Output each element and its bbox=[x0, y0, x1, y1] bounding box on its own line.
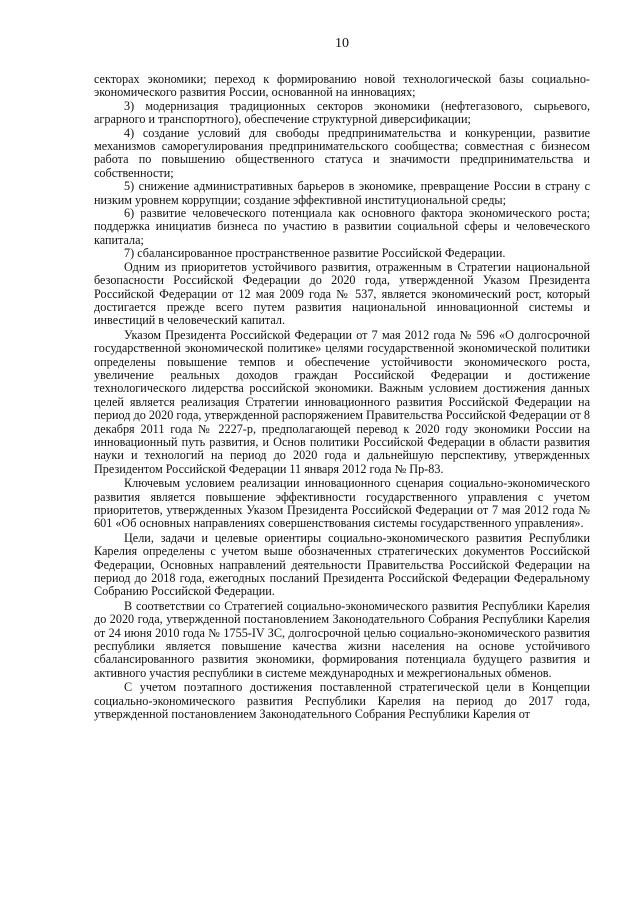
paragraph: 6) развитие человеческого потенциала как основного фактора экономического роста; поддержка инициатив бизнеса по участию в развитии социальной сферы и человеческого капитала; bbox=[94, 206, 590, 247]
paragraph: 3) модернизация традиционных секторов экономики (нефтегазового, сырьевого, аграрного и транспортного), обеспечение структурной диверсификации; bbox=[94, 98, 590, 127]
paragraph: С учетом поэтапного достижения поставленной стратегической цели в Концепции социально-экономического развития Республики Карелия на период до 2017 года, утвержденной постановлением Законодательного Собрания Республики Карелия от bbox=[94, 680, 590, 722]
paragraph: 5) снижение административных барьеров в экономике, превращение России в страну с низким уровнем коррупции; создание эффективной институциональной среды; bbox=[94, 179, 590, 207]
document-body bbox=[94, 73, 590, 722]
page-number: 10 bbox=[335, 36, 349, 51]
paragraph: Одним из приоритетов устойчивого развития, отраженным в Стратегии национальной безопасности Российской Федерации до 2020 года, утвержденной Указом Президента Российской Федерации от 12 мая 2009 года № 537, является экономический рост, который достигается прежде всего путем развития национальной инновационной системы и инвестиций в человеческий капитал. bbox=[94, 259, 590, 328]
paragraph: секторах экономики; переход к формированию новой технологической базы социально-экономического развития России, основанной на инновациях; bbox=[94, 72, 590, 100]
paragraph: Цели, задачи и целевые ориентиры социально-экономического развития Республики Карелия определены с учетом выше обозначенных стратегических документов Российской Федерации, Основных направлений деятельности Правительства Российской Федерации на период до 2018 года, ежегодных посланий Президента Российской Федерации Федеральному Собранию Российской Федерации. bbox=[94, 530, 590, 599]
paragraph: Указом Президента Российской Федерации от 7 мая 2012 года № 596 «О долгосрочной государственной экономической политике» целями государственной экономической политики определены повышение темпов и обеспечение устойчивости экономического роста, увеличение реальных доходов граждан Российской Федерации и достижение технологического лидерства российской экономики. Важным условием достижения данных целей является реализация Стратегии инновационного развития Российской Федерации на период до 2020 года, утвержденной распоряжением Правительства Российской Федерации от 8 декабря 2011 года № 2227-р, предполагающей перевод к 2020 году экономики России на инновационный путь развития, и Основ политики Российской Федерации в области развития науки и технологий на период до 2020 года и дальнейшую перспективу, утвержденных Президентом Российской Федерации 11 января 2012 года № Пр-83. bbox=[94, 327, 590, 476]
paragraph: 7) сбалансированное пространственное развитие Российской Федерации. bbox=[124, 246, 506, 261]
paragraph: 4) создание условий для свободы предпринимательства и конкуренции, развитие механизмов саморегулирования предпринимательского сообщества; совместная с бизнесом работа по повышению общественного статуса и значимости предпринимательства и собственности; bbox=[94, 125, 590, 180]
paragraph: Ключевым условием реализации инновационного сценария социально-экономического развития является повышение эффективности государственного управления с учетом приоритетов, утвержденных Указом Президента Российской Федерации от 7 мая 2012 года № 601 «Об основных направлениях совершенствования системы государственного управления». bbox=[94, 476, 590, 531]
paragraph: В соответствии со Стратегией социально-экономического развития Республики Карелия до 2020 года, утвержденной постановлением Законодательного Собрания Республики Карелия от 24 июня 2010 года № 1755-IV ЗС, долгосрочной целью социально-экономического развития республики является повышение качества жизни населения на основе устойчивого сбалансированного развития экономики, формирования потенциала будущего развития и активного участия республики в системе международных и межрегиональных обменов. bbox=[94, 598, 590, 680]
